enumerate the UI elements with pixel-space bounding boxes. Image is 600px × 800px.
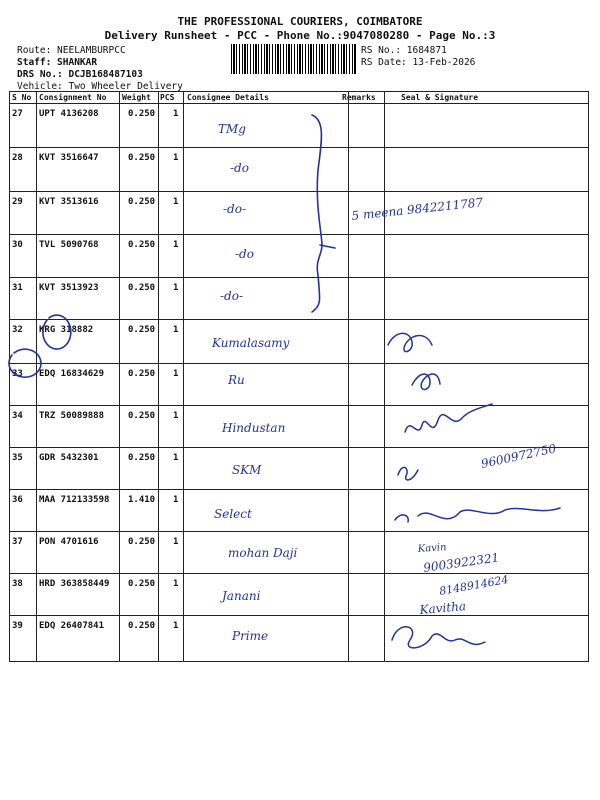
col-header-remarks: Remarks	[342, 93, 376, 102]
cell-sno: 39	[12, 621, 23, 631]
cell-weight: 0.250	[128, 240, 156, 250]
col-header-sno: S No	[12, 93, 32, 102]
cell-weight: 0.250	[128, 579, 156, 589]
signature-scribble	[392, 627, 485, 648]
cell-pcs: 1	[173, 411, 179, 421]
cell-weight: 0.250	[128, 283, 156, 293]
handwritten-name: Janani	[222, 589, 261, 603]
signature-scribble	[412, 374, 440, 390]
cell-consignment: EDQ 16834629	[39, 369, 105, 379]
cell-pcs: 1	[173, 197, 179, 207]
route-label: Route: NEELAMBURPCC	[17, 45, 126, 56]
handwritten-name: SKM	[232, 463, 262, 477]
cell-pcs: 1	[173, 537, 179, 547]
cell-sno: 33	[12, 369, 23, 379]
cell-consignment: KVT 3513923	[39, 283, 99, 293]
signature-scribble	[395, 508, 560, 522]
rs-number: RS No.: 1684871	[361, 45, 447, 56]
handwritten-name: Select	[214, 507, 252, 521]
handwritten-name: Ru	[228, 373, 245, 387]
cell-weight: 0.250	[128, 109, 156, 119]
cell-sno: 30	[12, 240, 23, 250]
cell-sno: 29	[12, 197, 23, 207]
cell-weight: 0.250	[128, 453, 156, 463]
handwritten-phone-note: 5 meena 9842211787	[350, 195, 484, 223]
cell-consignment: HRD 363858449	[39, 579, 110, 589]
cell-sno: 31	[12, 283, 23, 293]
handwritten-name: TMg	[218, 122, 246, 136]
cell-pcs: 1	[173, 495, 179, 505]
cell-pcs: 1	[173, 283, 179, 293]
handwritten-sign-name: Kavitha	[419, 598, 467, 617]
handwritten-sign-name: Kavin	[417, 542, 447, 555]
cell-sno: 34	[12, 411, 23, 421]
signature-scribble	[398, 467, 418, 480]
cell-pcs: 1	[173, 621, 179, 631]
cell-consignment: TRZ 50089888	[39, 411, 105, 421]
cell-sno: 38	[12, 579, 23, 589]
col-header-consignee: Consignee Details	[187, 93, 269, 102]
signature-scribble	[405, 404, 492, 432]
cell-consignment: TVL 5090768	[39, 240, 99, 250]
cell-consignment: KVT 3516647	[39, 153, 99, 163]
cell-sno: 28	[12, 153, 23, 163]
cell-consignment: EDQ 26407841	[39, 621, 105, 631]
cell-sno: 36	[12, 495, 23, 505]
handwritten-phone: 9003922321	[422, 550, 501, 575]
cell-weight: 0.250	[128, 537, 156, 547]
col-header-consignment: Consignment No	[39, 93, 107, 102]
cell-weight: 0.250	[128, 621, 156, 631]
staff-label: Staff: SHANKAR	[17, 57, 98, 68]
vehicle-label: Vehicle: Two Wheeler Delivery	[17, 81, 183, 92]
cell-weight: 0.250	[128, 153, 156, 163]
cell-consignment: KVT 3513616	[39, 197, 99, 207]
cell-weight: 0.250	[128, 411, 156, 421]
cell-weight: 0.250	[128, 325, 156, 335]
cell-pcs: 1	[173, 325, 179, 335]
cell-sno: 37	[12, 537, 23, 547]
cell-consignment: KRG 318882	[39, 325, 94, 335]
handwritten-name: mohan Daji	[228, 546, 298, 560]
signature-scribble	[388, 333, 432, 351]
handwritten-name: Hindustan	[222, 421, 286, 435]
handwritten-name: -do	[235, 247, 254, 261]
cell-pcs: 1	[173, 369, 179, 379]
cell-pcs: 1	[173, 153, 179, 163]
cell-sno: 27	[12, 109, 23, 119]
col-header-signature: Seal & Signature	[401, 93, 479, 102]
rs-date: RS Date: 13-Feb-2026	[361, 57, 476, 68]
handwritten-name: -do	[230, 161, 249, 175]
cell-sno: 32	[12, 325, 23, 335]
handwritten-phone: 8148914624	[438, 572, 510, 598]
handwritten-phone: 9600972750	[479, 441, 558, 471]
handwritten-name: -do-	[220, 289, 244, 303]
cell-consignment: UPT 4136208	[39, 109, 99, 119]
handwritten-name: Kumalasamy	[212, 336, 290, 350]
cell-weight: 0.250	[128, 197, 156, 207]
cell-consignment: GDR 5432301	[39, 453, 99, 463]
cell-pcs: 1	[173, 109, 179, 119]
cell-consignment: PON 4701616	[39, 537, 99, 547]
cell-weight: 0.250	[128, 369, 156, 379]
cell-weight: 1.410	[128, 495, 156, 505]
col-header-weight: Weight	[122, 93, 151, 102]
runsheet-subtitle: Delivery Runsheet - PCC - Phone No.:9047080280 - Page No.:3	[104, 29, 496, 42]
cell-consignment: MAA 712133598	[39, 495, 110, 505]
company-name: THE PROFESSIONAL COURIERS, COIMBATORE	[177, 15, 423, 28]
handwritten-name: -do-	[223, 202, 247, 216]
drs-number: DRS No.: DCJB168487103	[17, 69, 143, 80]
cell-pcs: 1	[173, 453, 179, 463]
handwritten-name: Prime	[232, 629, 269, 643]
cell-pcs: 1	[173, 579, 179, 589]
cell-pcs: 1	[173, 240, 179, 250]
col-header-pcs: PCS	[160, 93, 175, 102]
cell-sno: 35	[12, 453, 23, 463]
